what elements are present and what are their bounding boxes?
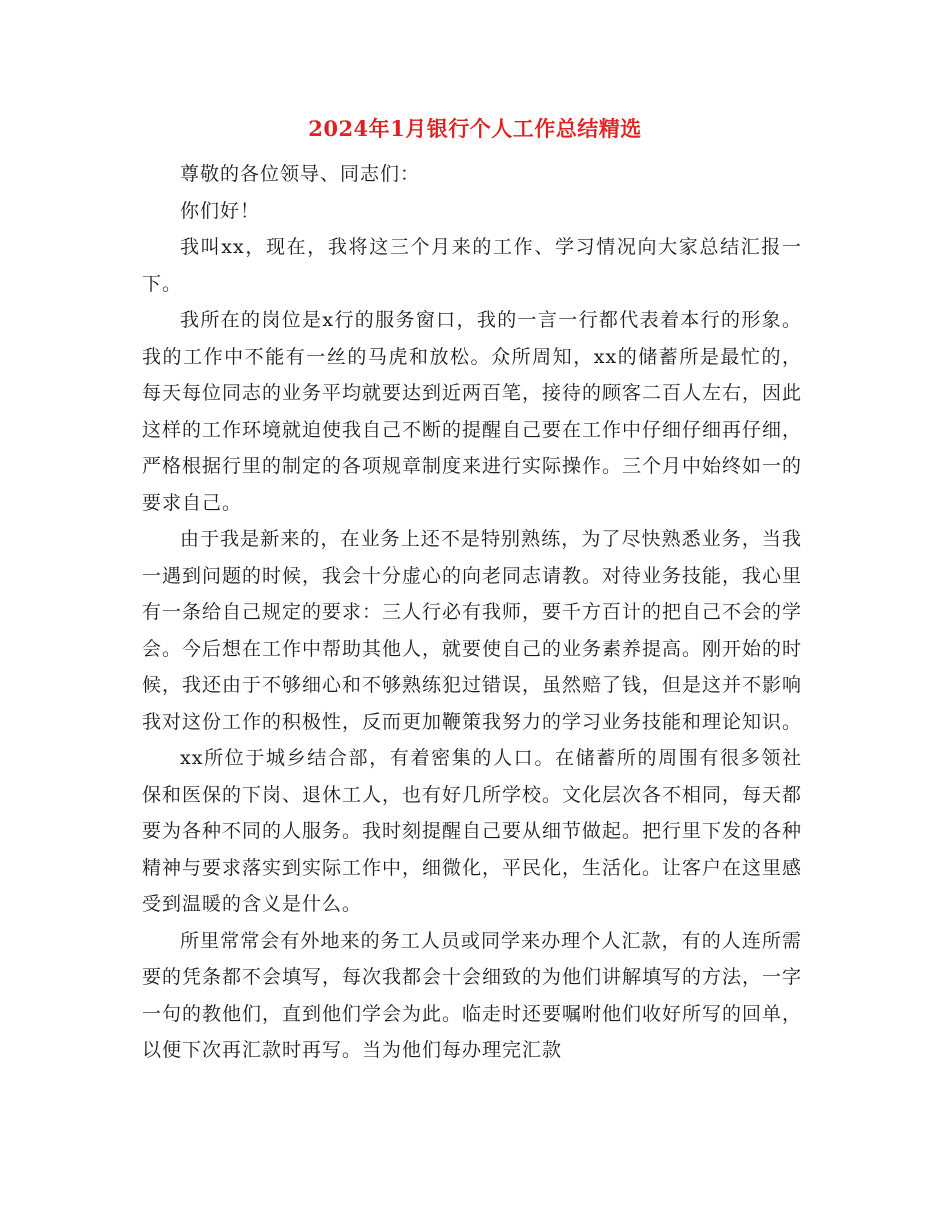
- document-title: 2024年1月银行个人工作总结精选: [308, 116, 642, 141]
- position-paragraph: 我所在的岗位是x行的服务窗口，我的一言一行都代表着本行的形象。我的工作中不能有一丝的马虎和放松。众所周知，xx的储蓄所是最忙的，每天每位同志的业务平均就要达到近两百笔，接待的顾客二百人左右，因此这样的工作环境就迫使我自己不断的提醒自己要在工作中仔细仔细再仔细，严格根据行里的制定的各项规章制度来进行实际操作。三个月中始终如一的要求自己。: [142, 309, 803, 514]
- location-paragraph: xx所位于城乡结合部，有着密集的人口。在储蓄所的周围有很多领社保和医保的下岗、退休工人，也有好几所学校。文化层次各不相同，每天都要为各种不同的人服务。我时刻提醒自己要从细节做起。把行里下发的各种精神与要求落实到实际工作中，细微化，平民化，生活化。让客户在这里感受到温暖的含义是什么。: [142, 747, 803, 915]
- learning-paragraph: 由于我是新来的，在业务上还不是特别熟练，为了尽快熟悉业务，当我一遇到问题的时候，我会十分虚心的向老同志请教。对待业务技能，我心里有一条给自己规定的要求：三人行必有我师，要千方百计的把自己不会的学会。今后想在工作中帮助其他人，就要使自己的业务素养提高。刚开始的时候，我还由于不够细心和不够熟练犯过错误，虽然赔了钱，但是这并不影响我对这份工作的积极性，反而更加鞭策我努力的学习业务技能和理论知识。: [142, 528, 803, 733]
- salutation-paragraph: 尊敬的各位领导、同志们：: [180, 163, 421, 185]
- document-body: [142, 156, 802, 1069]
- remittance-paragraph: 所里常常会有外地来的务工人员或同学来办理个人汇款，有的人连所需要的凭条都不会填写，每次我都会十会细致的为他们讲解填写的方法，一字一句的教他们，直到他们学会为此。临走时还要嘱咐他们收好所写的回单，以便下次再汇款时再写。当为他们每办理完汇款: [142, 929, 803, 1061]
- intro-paragraph: 我叫xx，现在，我将这三个月来的工作、学习情况向大家总结汇报一下。: [142, 236, 802, 295]
- greeting-paragraph: 你们好！: [180, 199, 261, 222]
